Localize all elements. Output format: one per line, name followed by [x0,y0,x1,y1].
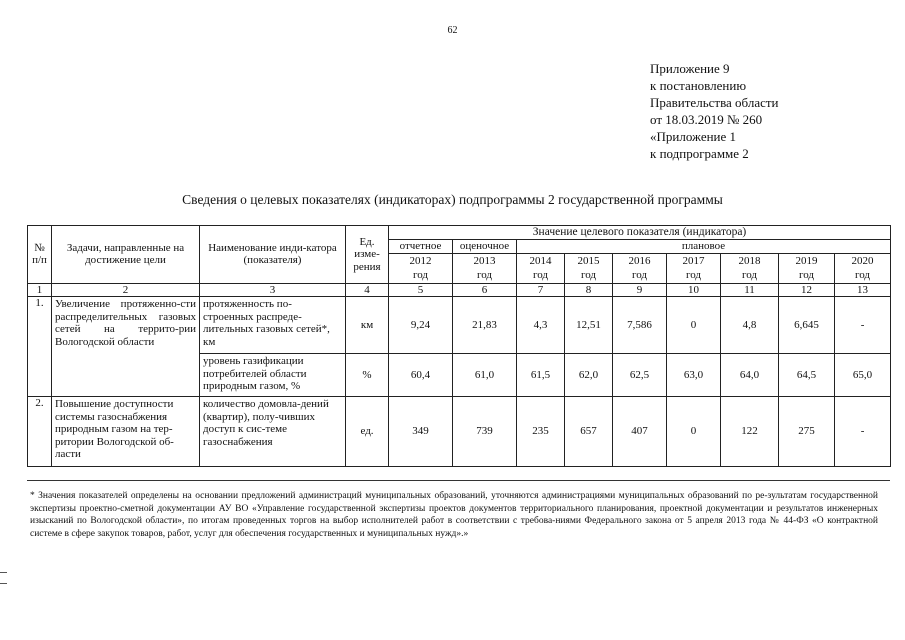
header-year [667,253,721,283]
year-value: 2016 [628,255,651,267]
year-value: 2015 [577,255,600,267]
year-value: 2020 [851,255,874,267]
value-cell: 12,51 [565,297,613,354]
header-unit: Ед. изме-рения [346,226,389,284]
header-indicator: Наименование инди-катора (показателя) [200,226,346,284]
column-number: 1 [28,283,52,297]
value-cell: - [835,297,891,354]
appendix-block [650,60,779,162]
year-word: год [855,269,871,281]
year-word: год [631,269,648,281]
value-cell: 0 [667,297,721,354]
indicator-cell: количество домовла-дений (квартир), полу-чивших доступ к сис-теме газоснабжения [200,397,346,467]
footnote: * Значения показателей определены на основании предложений администраций муниципальных образований, уточняются администрациями муниципальных образований по ре-зультатам государственной экспертизы проектно-сметной документации АУ ВО «Управление государственной экспертизы проектов документов территориального планирования, проектной документации и результатов инженерных изысканий по Вологодской области», по итогам проведенных торгов на выбор исполнителей работ в соответствии с требова-ниями Федерального закона от 5 апреля 2013 года № 44-ФЗ «О контрактной системе в сфере закупок товаров, работ, услуг для обеспечения государственных и муниципальных нужд».» [30,491,878,539]
header-num: № п/п [28,226,52,284]
value-cell: 4,3 [517,297,565,354]
value-cell: 6,645 [779,297,835,354]
appendix-line: к подпрограмме 2 [650,146,749,161]
appendix-line: Приложение 9 [650,61,730,76]
unit-cell: % [346,354,389,397]
header-year [517,253,565,283]
value-cell: 235 [517,397,565,467]
value-cell: 275 [779,397,835,467]
column-number: 2 [52,283,200,297]
footnote-divider [27,480,890,481]
value-cell: 0 [667,397,721,467]
year-value: 2018 [738,255,761,267]
scan-margin-mark [0,572,7,573]
value-cell: 7,586 [613,297,667,354]
value-cell: 60,4 [389,354,453,397]
document-title: Сведения о целевых показателях (индикаторах) подпрограммы 2 государственной программы [182,192,723,207]
header-task: Задачи, направленные на достижение цели [52,226,200,284]
value-cell: 62,5 [613,354,667,397]
header-year [453,253,517,283]
task-cell: Повышение доступности системы газоснабжения природным газом на тер-ритории Вологодской об-ласти [52,397,200,467]
scan-margin-mark [0,583,7,584]
appendix-line: от 18.03.2019 № 260 [650,112,763,127]
unit-cell: ед. [346,397,389,467]
value-cell: 122 [721,397,779,467]
value-cell: 64,5 [779,354,835,397]
header-year [613,253,667,283]
header-year [565,253,613,283]
value-cell: 65,0 [835,354,891,397]
year-value: 2012 [409,255,432,267]
column-number: 6 [453,283,517,297]
header-value-group: Значение целевого показателя (индикатора) [389,226,891,240]
appendix-line: «Приложение 1 [650,129,737,144]
header-reported: отчетное [389,240,453,254]
column-number: 10 [667,283,721,297]
header-estimated: оценочное [453,240,517,254]
appendix-line: Правительства области [650,95,779,110]
indicator-cell: протяженность по-строенных распреде-лительных газовых сетей*, км [200,297,346,354]
value-cell: 657 [565,397,613,467]
year-value: 2013 [473,255,496,267]
year-word: год [476,269,493,281]
header-planned: плановое [517,240,891,254]
column-number-row [28,283,891,297]
indicator-cell: уровень газификации потребителей области природным газом, % [200,354,346,397]
value-cell: 21,83 [453,297,517,354]
column-number: 13 [835,283,891,297]
year-word: год [798,269,815,281]
indicators-table [27,225,891,467]
year-word: год [741,269,758,281]
table-row [28,397,891,467]
table-row [28,297,891,354]
header-year [389,253,453,283]
value-cell: 62,0 [565,354,613,397]
value-cell: 61,0 [453,354,517,397]
value-cell: 63,0 [667,354,721,397]
year-value: 2014 [529,255,552,267]
year-word: год [412,269,429,281]
value-cell: 739 [453,397,517,467]
year-value: 2019 [795,255,818,267]
value-cell: 61,5 [517,354,565,397]
unit-cell: км [346,297,389,354]
column-number: 3 [200,283,346,297]
header-year [721,253,779,283]
value-cell: 64,0 [721,354,779,397]
value-cell: 4,8 [721,297,779,354]
column-number: 7 [517,283,565,297]
task-cell: Увеличение протяженно-сти распределительных газовых сетей на террито-рии Вологодской области [52,297,200,397]
row-number: 1. [28,297,52,397]
column-number: 12 [779,283,835,297]
column-number: 11 [721,283,779,297]
column-number: 5 [389,283,453,297]
column-number: 9 [613,283,667,297]
header-year [835,253,891,283]
value-cell: 407 [613,397,667,467]
page-number: 62 [447,25,458,36]
column-number: 4 [346,283,389,297]
value-cell: - [835,397,891,467]
header-year [779,253,835,283]
value-cell: 9,24 [389,297,453,354]
column-number: 8 [565,283,613,297]
value-cell: 349 [389,397,453,467]
year-value: 2017 [682,255,705,267]
appendix-line: к постановлению [650,78,747,93]
year-word: год [532,269,549,281]
header-row [28,226,891,240]
year-word: год [685,269,702,281]
row-number: 2. [28,397,52,467]
year-word: год [580,269,597,281]
